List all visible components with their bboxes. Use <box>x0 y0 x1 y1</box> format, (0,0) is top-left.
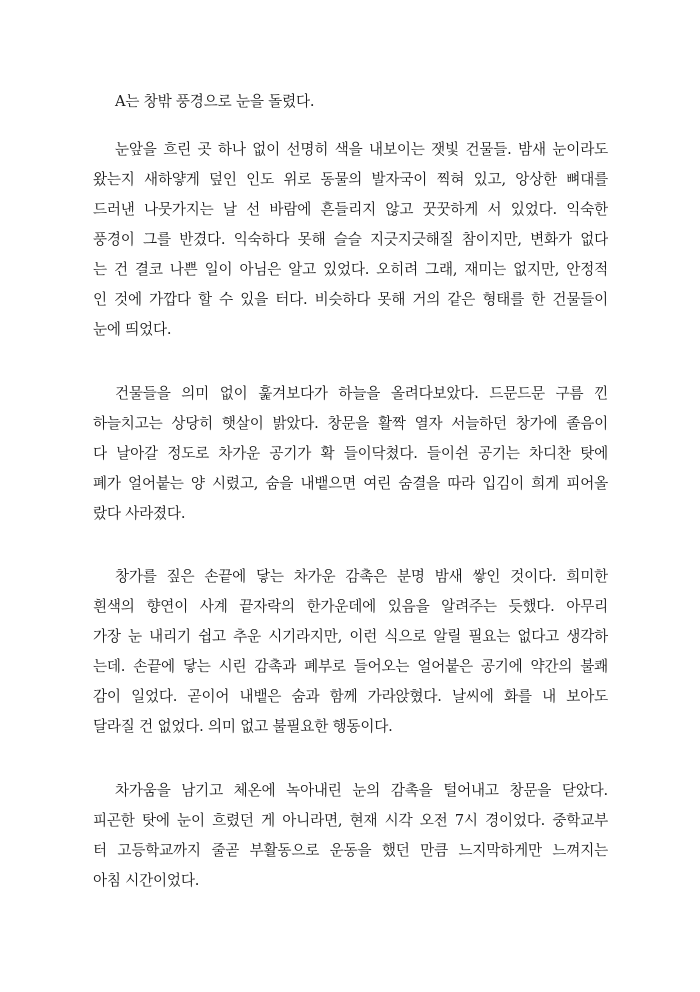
paragraph-line: 폐가 얼어붙는 양 시렸고, 숨을 내뱉으면 여린 숨결을 따라 입김이 희게 피어올 <box>93 475 608 492</box>
paragraph-line: 다 날아갈 정도로 차가운 공기가 확 들이닥쳤다. 들이쉰 공기는 차디찬 탓에 <box>93 445 608 462</box>
paragraph-line: 차가움을 남기고 체온에 녹아내린 눈의 감촉을 털어내고 창문을 닫았다. <box>115 782 608 799</box>
paragraph-line: 건물들을 의미 없이 훑겨보다가 하늘을 올려다보았다. 드문드문 구름 낀 <box>115 385 608 402</box>
paragraph-line: 눈앞을 흐린 곳 하나 없이 선명히 색을 내보이는 잿빛 건물들. 밤새 눈이라도 <box>115 141 608 158</box>
paragraph-line: 터 고등학교까지 줄곧 부활동으로 운동을 했던 만큼 느지막하게만 느껴지는 <box>93 842 608 859</box>
paragraph-line: 드러낸 나뭇가지는 날 선 바람에 흔들리지 않고 꿋꿋하게 서 있었다. 익숙한 <box>93 201 608 218</box>
paragraph-5 <box>93 776 608 896</box>
paragraph-line: 눈에 띄었다. <box>93 321 172 338</box>
paragraph-line: 는데. 손끝에 닿는 시린 감촉과 폐부로 들어오는 얼어붙은 공기에 약간의 불쾌 <box>93 658 608 675</box>
paragraph-line: 달라질 건 없었다. 의미 없고 불필요한 행동이다. <box>93 718 393 735</box>
paragraph-line: 흰색의 향연이 사계 끝자락의 한가운데에 있음을 알려주는 듯했다. 아무리 <box>93 598 608 615</box>
paragraph-line: 가장 눈 내리기 쉽고 추운 시기라지만, 이런 식으로 알릴 필요는 없다고 생각하 <box>93 628 608 645</box>
paragraph-line: 왔는지 새하얗게 덮인 인도 위로 동물의 발자국이 찍혀 있고, 앙상한 뼈대를 <box>93 171 608 188</box>
paragraph-line: 랐다 사라졌다. <box>93 505 186 522</box>
paragraph-2 <box>93 135 608 345</box>
paragraph-1 <box>93 87 608 117</box>
paragraph-4 <box>93 562 608 742</box>
paragraph-line: 피곤한 탓에 눈이 흐렸던 게 아니라면, 현재 시각 오전 7시 경이었다. 중학교부 <box>93 812 608 829</box>
paragraph-line: 아침 시간이었다. <box>93 872 200 889</box>
paragraph-3 <box>93 379 608 529</box>
paragraph-line: 감이 일었다. 곧이어 내뱉은 숨과 함께 가라앉혔다. 날씨에 화를 내 보아도 <box>93 688 608 705</box>
paragraph-line: 하늘치고는 상당히 햇살이 밝았다. 창문을 활짝 열자 서늘하던 창가에 졸음이 <box>93 415 608 432</box>
paragraph-line: 풍경이 그를 반겼다. 익숙하다 못해 슬슬 지긋지긋해질 참이지만, 변화가 없다 <box>93 231 608 248</box>
paragraph-line: 창가를 짚은 손끝에 닿는 차가운 감촉은 분명 밤새 쌓인 것이다. 희미한 <box>115 568 608 585</box>
paragraph-line: A는 창밖 풍경으로 눈을 돌렸다. <box>115 93 315 110</box>
paragraph-line: 인 것에 가깝다 할 수 있을 터다. 비슷하다 못해 거의 같은 형태를 한 건물들이 <box>93 291 608 308</box>
paragraph-line: 는 건 결코 나쁜 일이 아님은 알고 있었다. 오히려 그래, 재미는 없지만, 안정적 <box>93 261 608 278</box>
